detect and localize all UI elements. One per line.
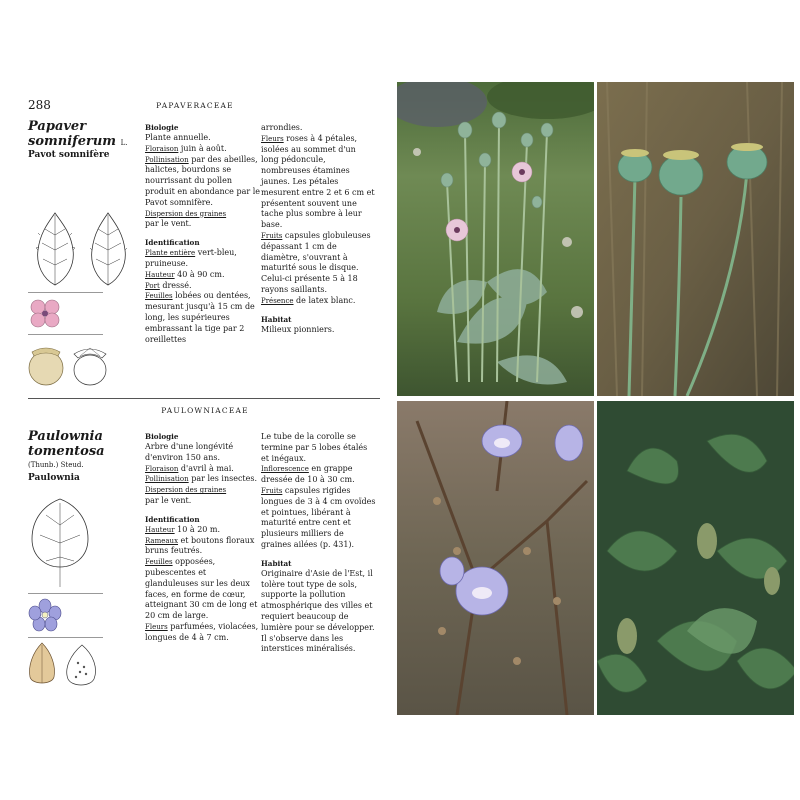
paulownia-flower-icon [28, 598, 62, 632]
common-name-paulownia: Paulownia [28, 473, 80, 483]
fleurs-label: Fleurs [261, 134, 284, 143]
entry-divider [28, 398, 380, 399]
hauteur-label: Hauteur [145, 270, 175, 279]
photo-poppy-plant [397, 82, 594, 396]
floraison-label: Floraison [145, 144, 179, 153]
papaver-column-1 [145, 123, 260, 345]
hauteur-line [145, 270, 260, 281]
feuilles-line [145, 291, 260, 345]
port-line [145, 281, 260, 292]
floraison-line [145, 144, 260, 155]
paulownia-column-2 [261, 432, 376, 655]
fleurs-label: Fleurs [145, 622, 168, 631]
family-heading-paulowniaceae: PAULOWNIACEAE [161, 406, 249, 415]
papaver-column-2 [261, 123, 376, 335]
inflorescence-text: en grappe dressée de 10 à 30 cm. [261, 464, 355, 485]
fruits-label: Fruits [261, 231, 283, 240]
pollinisation-line [145, 474, 260, 485]
floraison-text: d'avril à mai. [178, 463, 234, 473]
pollinisation-text: par des abeilles, halictes, bourdons se nourrissant du pollen produit en abondance par le Pavot somnifère. [145, 154, 260, 207]
page-number: 288 [28, 98, 51, 112]
photo-paulownia-foliage [597, 401, 794, 715]
presence-line [261, 296, 376, 307]
hauteur-label: Hauteur [145, 525, 175, 534]
paulownia-column-1 [145, 432, 260, 644]
figure-separator [28, 637, 103, 638]
photo-paulownia-flowers [397, 401, 594, 715]
biologie-heading: Biologie [145, 123, 179, 132]
pollinisation-text: par les insectes. [188, 474, 258, 484]
paulownia-leaf-illustration [28, 495, 98, 590]
identification-heading: Identification [145, 238, 200, 248]
papaver-leaves-illustration [28, 205, 138, 295]
habitat-heading: Habitat [261, 314, 292, 324]
fruits-text: capsules rigides longues de 3 à 4 cm ovoïdes et pointues, libérant à maturité entre cent et plusieurs milliers de graines ailées (p. 431). [261, 485, 376, 549]
habitat-heading: Habitat [261, 558, 292, 568]
port-text: dressé. [159, 280, 192, 290]
pollinisation-line [145, 155, 260, 209]
dispersion-label: Dispersion des graines [145, 486, 227, 495]
fruits-label: Fruits [261, 486, 283, 495]
biologie-heading: Biologie [145, 432, 179, 441]
author-abbrev: L. [120, 139, 128, 147]
scientific-name-papaver [28, 119, 148, 151]
floraison-text: juin à août. [178, 143, 227, 153]
paulownia-fruit-illustration [28, 641, 118, 691]
identification-heading: Identification [145, 514, 200, 524]
floraison-line [145, 464, 260, 475]
fleurs-line [145, 622, 260, 644]
fruits-line [261, 486, 376, 551]
family-heading-papaveraceae: PAPAVERACEAE [156, 101, 234, 110]
poppy-capsule-illustration [28, 338, 118, 388]
presence-label: Présence [261, 296, 294, 305]
fruits-line [261, 231, 376, 296]
habitat-text: Originaire d'Asie de l'Est, il tolère tout type de sols, supporte la pollution atmosphérique des villes et requiert beaucoup de lumière pour se développer. Il s'observe dans les interstices minéralisés. [261, 568, 375, 654]
plante-line [145, 248, 260, 270]
biologie-text: Arbre d'une longévité d'environ 150 ans. [145, 442, 234, 462]
continuation-text: Le tube de la corolle se termine par 5 lobes étalés et inégaux. [261, 432, 368, 463]
rameaux-line [145, 536, 260, 558]
biologie-text: Plante annuelle. [145, 133, 211, 142]
dispersion-text: par le vent. [145, 495, 192, 505]
inflorescence-line [261, 464, 376, 486]
figure-separator [28, 334, 103, 335]
fruits-text: capsules globuleuses dépassant 1 cm de diamètre, s'ouvrant à maturité sous le disque. Celui-ci présente 5 à 18 rayons saillants. [261, 230, 371, 294]
feuilles-text: opposées, pubescentes et glanduleuses sur les deux faces, en forme de cœur, atteignant 30 cm de long et 20 cm de large. [145, 557, 258, 621]
presence-text: de latex blanc. [293, 295, 356, 305]
hauteur-line [145, 525, 260, 536]
common-name-papaver: Pavot somnifère [28, 150, 110, 160]
feuilles-line [145, 557, 260, 622]
pollinisation-label: Pollinisation [145, 155, 189, 164]
photo-poppy-capsules [597, 82, 794, 396]
hauteur-text: 10 à 20 m. [174, 524, 221, 534]
fleurs-text: parfumées, violacées, longues de 4 à 7 cm. [145, 621, 259, 642]
floraison-label: Floraison [145, 464, 179, 473]
feuilles-text: lobées ou dentées, mesurant jusqu'à 15 cm de long, les supérieures embrassant la tige par 2 oreillettes [145, 291, 255, 344]
dispersion-label: Dispersion des graines [145, 209, 227, 218]
fleurs-text: roses à 4 pétales, isolées au sommet d'un long pédoncule, nombreuses étamines jaunes. Les pétales mesurent entre 2 et 6 cm et présentent souvent une tache plus sombre à leur base. [261, 133, 375, 230]
feuilles-label: Feuilles [145, 292, 173, 301]
plante-label: Plante entière [145, 249, 196, 258]
inflorescence-label: Inflorescence [261, 465, 309, 474]
rameaux-label: Rameaux [145, 536, 179, 545]
figure-separator [28, 292, 103, 293]
plante-text: vert-bleu, pruineuse. [145, 248, 237, 268]
feuilles-label: Feuilles [145, 558, 173, 567]
continuation-text: arrondies. [261, 123, 303, 132]
hauteur-text: 40 à 90 cm. [174, 269, 225, 279]
fleurs-line [261, 134, 376, 231]
author-abbrev: (Thunb.) Steud. [28, 461, 84, 469]
port-label: Port [145, 281, 160, 290]
poppy-flower-icon [28, 296, 62, 330]
figure-separator [28, 593, 103, 594]
scientific-name-text: Papaver somniferum [28, 119, 117, 149]
pollinisation-label: Pollinisation [145, 475, 189, 484]
dispersion-text: par le vent. [145, 219, 192, 229]
rameaux-text: et boutons floraux bruns feutrés. [145, 535, 255, 556]
scientific-name-paulownia: Paulownia tomentosa [28, 429, 105, 459]
habitat-text: Milieux pionniers. [261, 324, 335, 334]
